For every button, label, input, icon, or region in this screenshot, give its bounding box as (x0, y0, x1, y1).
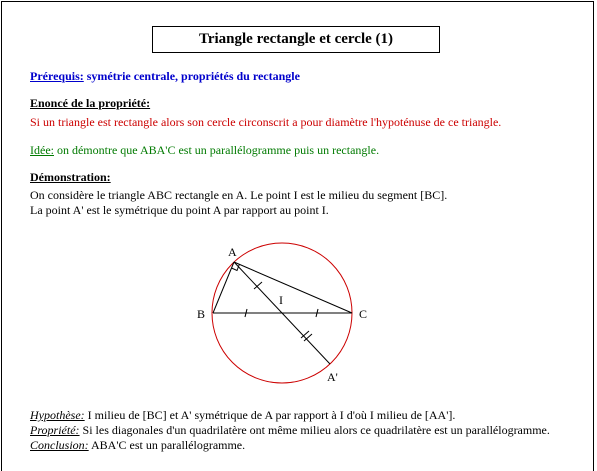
demonstration-line-1: On considère le triangle ABC rectangle en A. Le point I est le milieu du segment [BC]. (30, 188, 448, 202)
hypothese-text: I milieu de [BC] et A' symétrique de A par rapport à I d'où I milieu de [AA']. (84, 408, 456, 422)
label-A: A (228, 245, 237, 259)
enonce-heading: Enoncé de la propriété: (30, 96, 151, 110)
segment-AB (213, 262, 234, 313)
conclusion-text: ABA'C est un parallélogramme. (88, 438, 246, 452)
segment-AC (234, 262, 352, 313)
idee-label: Idée: (30, 143, 54, 157)
propriete-label: Propriété: (30, 423, 80, 437)
propriete-text: Si les diagonales d'un quadrilatère ont même milieu alors ce quadrilatère est un parallélogramme. (79, 423, 550, 437)
prerequis-text: symétrie centrale, propriétés du rectangle (83, 69, 300, 83)
conclusion-line (30, 438, 245, 452)
idee-text: on démontre que ABA'C est un parallélogramme puis un rectangle. (53, 143, 380, 157)
propriete-line (30, 423, 550, 437)
conclusion-label: Conclusion: (30, 438, 89, 452)
label-I: I (279, 293, 283, 307)
label-B: B (197, 307, 206, 321)
label-A-prime: A' (327, 370, 338, 384)
enonce-text: Si un triangle est rectangle alors son cercle circonscrit a pour diamètre l'hypoténuse de ce triangle. (30, 115, 502, 129)
demonstration-heading: Démonstration: (30, 170, 111, 184)
demonstration-line-2: La point A' est le symétrique du point A par rapport au point I. (30, 203, 329, 217)
hypothese-line (30, 408, 455, 422)
prerequis-label: Prérequis: (30, 69, 84, 83)
hypothese-label: Hypothèse: (30, 408, 85, 422)
page-title: Triangle rectangle et cercle (1) (152, 26, 440, 53)
label-C: C (359, 307, 368, 321)
